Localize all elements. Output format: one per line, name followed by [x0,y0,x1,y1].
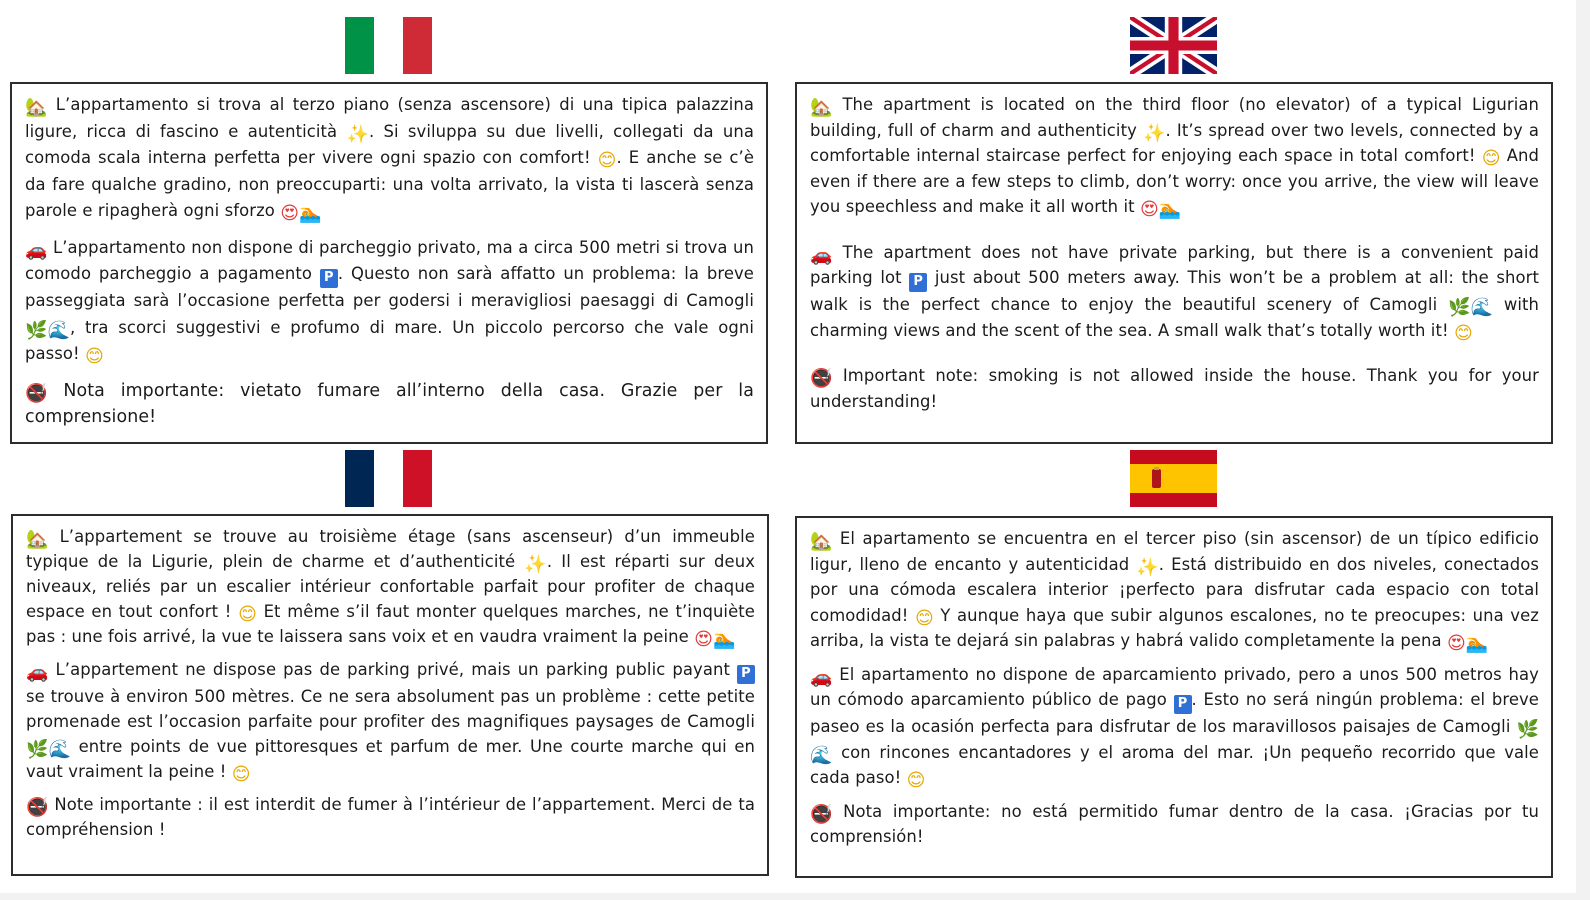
car-icon: 🚗 [26,662,49,683]
leaf-icon: 🌿 [1516,719,1539,740]
house-icon: 🏡 [810,531,833,552]
french-paragraph-parking: 🚗 L’appartement ne dispose pas de parking privé, mais un parking public payant P se trouve à environ 500 mètres. Ce ne sera absolument pas un problème : cette petite promenade est l’occasion parfaite pour profiter des magnifiques paysages de Camogli 🌿🌊 entre points de vue pittoresques et parfum de mer. Une courte marche qui en vaut vraiment la peine ! 😊 [26,660,755,785]
no-smoking-icon: 🚭 [810,803,833,825]
leaf-icon: 🌿 [26,739,49,760]
sparkles-icon: ✨ [1136,556,1159,578]
smile-icon: 😊 [1453,322,1473,344]
smile-icon: 😊 [85,346,104,367]
parking-icon: P [320,269,338,288]
spanish-paragraph-parking: 🚗 El apartamento no dispone de aparcamiento privado, pero a unos 500 metros hay un cómodo aparcamiento público de pago P . Esto no será ningún problema: el breve paseo es la ocasión perfecta para disfrutar de los maravillosos paisajes de Camogli 🌿🌊 con rincones encantadores y el aroma del mar. ¡Un pequeño recorrido que vale cada paso! 😊 [810,664,1539,791]
french-description-box [11,514,769,876]
smile-icon: 😊 [597,150,617,171]
french-paragraph-building: 🏡 L’appartement se trouve au troisième étage (sans ascenseur) d’un immeuble typique de la Ligurie, plein de charme et d’authenticité ✨. Il est réparti sur deux niveaux, reliés par un escalier intérieur confortable parfait pour profiter de chaque espace en tout confort ! 😊 Et même s’il faut monter quelques marches, ne t’inquiète pas : une fois arrivé, la vue te laissera sans voix et en vaudra vraiment la peine 😍🏊 [26,527,755,650]
smile-icon: 😊 [238,604,257,625]
spain-flag-icon [1130,450,1217,507]
spanish-description-box [795,516,1553,878]
italian-paragraph-parking: 🚗 L’appartamento non dispone di parcheggio privato, ma a circa 500 metri si trova un comodo parcheggio a pagamento P . Questo non sarà affatto un problema: la breve passeggiata sarà l’occasione perfetta per godersi i meravigliosi paesaggi di Camogli 🌿🌊, tra scorci suggestivi e profumo di mare. Un piccolo percorso che vale ogni passo! 😊 [25,237,754,367]
car-icon: 🚗 [810,244,833,266]
swimmer-icon: 🏊 [299,203,322,224]
english-description-box [795,82,1553,444]
parking-icon: P [909,273,927,292]
no-smoking-icon: 🚭 [25,382,48,404]
sparkles-icon: ✨ [524,554,547,575]
italy-flag-icon [345,17,432,74]
spanish-paragraph-building: 🏡 El apartamento se encuentra en el tercer piso (sin ascensor) de un típico edificio ligur, lleno de encanto y autenticidad ✨. Está distribuido en dos niveles, conectados por una cómoda escalera interior ¡perfecto para disfrutar cada espacio con total comodidad! 😊 Y aunque haya que subir algunos escalones, no te preocupes: una vez arriba, la vista te dejará sin palabras y habrá valido completamente la pena 😍🏊 [810,529,1539,654]
swimmer-icon: 🏊 [1158,199,1182,220]
french-paragraph-smoking: 🚭 Note importante : il est interdit de fumer à l’intérieur de l’appartement. Merci de ta compréhension ! [26,795,755,839]
smile-icon: 😊 [231,764,251,785]
house-icon: 🏡 [810,97,833,118]
parking-icon: P [737,665,755,684]
no-smoking-icon: 🚭 [810,368,833,389]
leaf-icon: 🌿 [25,319,48,341]
italian-description-box [10,82,768,444]
swimmer-icon: 🏊 [1465,633,1489,654]
sparkles-icon: ✨ [1142,122,1166,144]
france-flag-icon [345,450,432,507]
car-icon: 🚗 [810,666,833,688]
uk-flag-icon [1130,17,1217,74]
wave-icon: 🌊 [1470,297,1494,318]
parking-icon: P [1174,695,1192,714]
heart-eyes-icon: 😍 [1139,199,1159,220]
heart-eyes-icon: 😍 [694,629,713,650]
leaf-icon: 🌿 [1448,297,1471,318]
heart-eyes-icon: 😍 [280,203,300,224]
smile-icon: 😊 [914,607,934,629]
smile-icon: 😊 [1481,148,1501,169]
italian-paragraph-smoking: 🚭 Nota importante: vietato fumare all’interno della casa. Grazie per la comprensione! [25,380,754,427]
car-icon: 🚗 [25,239,48,261]
wave-icon: 🌊 [47,319,71,341]
english-paragraph-smoking: 🚭 Important note: smoking is not allowed inside the house. Thank you for your understanding! [810,366,1539,411]
smile-icon: 😊 [906,770,926,791]
swimmer-icon: 🏊 [712,629,736,650]
english-paragraph-building: 🏡 The apartment is located on the third floor (no elevator) of a typical Ligurian building, full of charm and authenticity ✨. It’s spread over two levels, connected by a comfortable internal staircase perfect for enjoying each space in total comfort! 😊 And even if there are a few steps to climb, don’t worry: once you arrive, the view will leave you speechless and make it all worth it 😍🏊 [810,95,1540,220]
no-smoking-icon: 🚭 [26,797,49,818]
wave-icon: 🌊 [810,744,833,766]
english-paragraph-parking: 🚗 The apartment does not have private parking, but there is a convenient paid parking lot P just about 500 meters away. This won’t be a problem at all: the short walk is the perfect chance to enjoy the beautiful scenery of Camogli 🌿🌊 with charming views and the scent of the sea. A small walk that’s totally worth it! 😊 [810,242,1539,344]
wave-icon: 🌊 [48,739,72,760]
italian-paragraph-building: 🏡 L’appartamento si trova al terzo piano (senza ascensore) di una tipica palazzina ligure, ricca di fascino e autenticità ✨. Si sviluppa su due livelli, collegati da una comoda scala interna perfetta per vivere ogni spazio con comfort! 😊. E anche se c’è da fare qualche gradino, non preoccuparti: una volta arrivato, la vista ti lascerà senza parole e ripagherà ogni sforzo 😍🏊 [25,95,755,224]
house-icon: 🏡 [25,97,48,118]
heart-eyes-icon: 😍 [1446,633,1466,654]
sparkles-icon: ✨ [346,123,369,145]
house-icon: 🏡 [26,529,49,550]
spanish-paragraph-smoking: 🚭 Nota importante: no está permitido fumar dentro de la casa. ¡Gracias por tu comprensión! [810,801,1539,846]
